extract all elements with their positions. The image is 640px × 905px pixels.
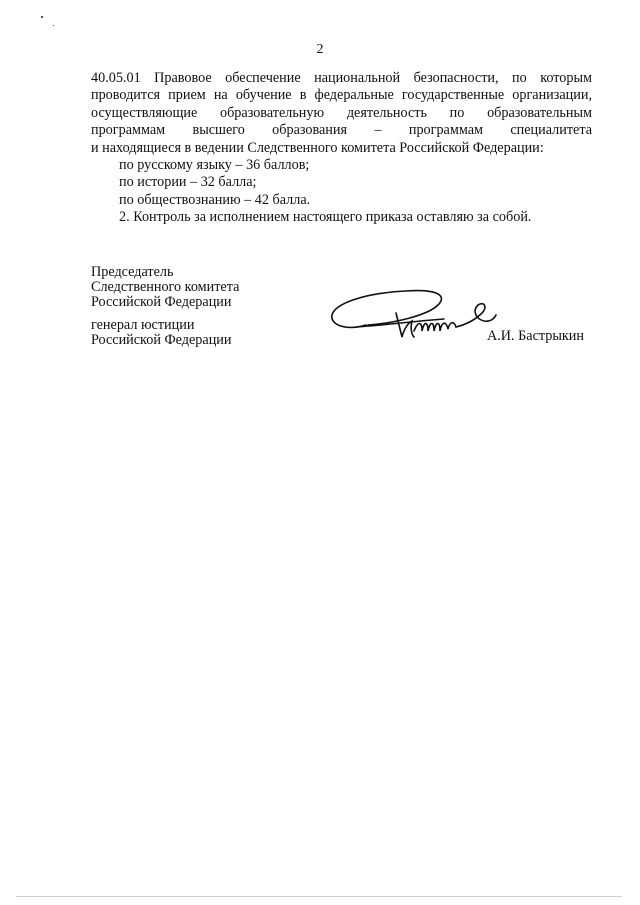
rank-line: генерал юстиции [91, 317, 195, 333]
paragraph-line: проводится прием на обучение в федеральные государственные организации, [91, 87, 592, 104]
position-line: Следственного комитета [91, 279, 240, 295]
handwritten-signature [326, 285, 498, 349]
score-history: по истории – 32 балла; [119, 174, 257, 191]
signer-name: А.И. Бастрыкин [487, 328, 584, 344]
signatory-rank [91, 318, 231, 348]
position-line: Председатель [91, 264, 174, 280]
paragraph-line: программам высшего образования – программам специалитета [91, 122, 592, 139]
page-number: 2 [316, 42, 324, 57]
scan-edge-line [16, 896, 622, 897]
score-social-studies: по обществознанию – 42 балла. [119, 191, 311, 208]
paragraph-line: 40.05.01 Правовое обеспечение национальной безопасности, по которым [91, 70, 592, 86]
paragraph-line: и находящиеся в ведении Следственного комитета Российской Федерации: [91, 139, 544, 156]
score-russian: по русскому языку – 36 баллов; [119, 156, 310, 173]
document-body [91, 70, 592, 227]
scan-speck [41, 16, 43, 18]
scan-speck [53, 25, 54, 26]
paragraph-line: осуществляющие образовательную деятельность по образовательным [91, 104, 592, 121]
control-clause: 2. Контроль за исполнением настоящего приказа оставляю за собой. [119, 209, 532, 226]
position-line: Российской Федерации [91, 294, 232, 310]
signatory-position [91, 265, 239, 310]
rank-line: Российской Федерации [91, 332, 232, 348]
